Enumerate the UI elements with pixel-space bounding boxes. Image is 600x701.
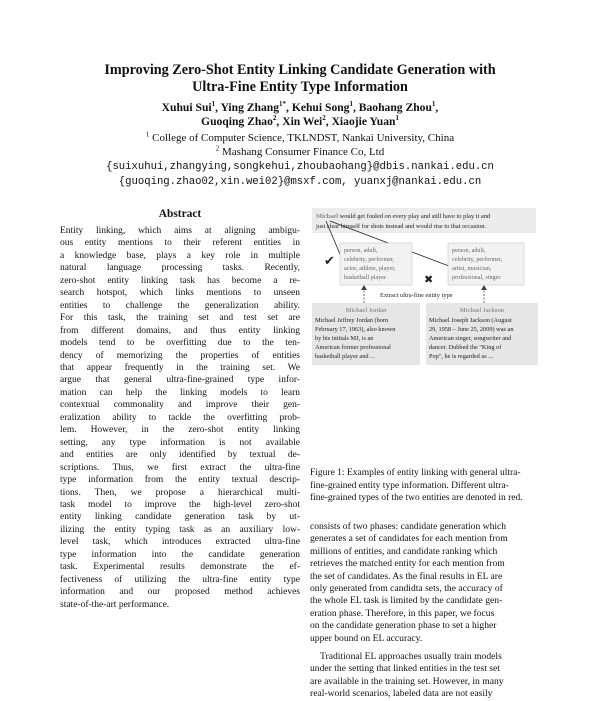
right-entity-title: Michael Jackson — [459, 307, 505, 314]
text-line: entities to challenge the generalization ability. — [60, 300, 300, 311]
text-line: type information from the entity textual descrip- — [60, 475, 300, 486]
text-line: task. Experimental results demonstrate the ef- — [60, 562, 300, 573]
text-line: state-of-the-art performance. — [60, 599, 170, 610]
author-name: Ying Zhang — [220, 101, 280, 114]
affiliation-1: $^1$ College of Computer Science, TKLNDST, Nankai University, China — [145, 130, 455, 144]
text-line: retrieves the matched entity for each mention from — [310, 558, 505, 570]
text-line: consists of two phases: candidate generation which — [310, 521, 507, 532]
text-line: dency of memorizing the properties of entities — [60, 350, 300, 361]
left-entity-title: Michael Jordan — [345, 307, 387, 314]
mention-highlight: Michael — [316, 213, 339, 220]
text-line: zero-shot entity linking task has become a re- — [60, 275, 300, 286]
text-line: generates a set of candidates for each mention from — [310, 533, 508, 545]
text-line: information and our proposed method achieves — [60, 587, 300, 598]
email-line-2: {guoqing.zhao02,xin.wei02}@msxf.com, yuanxj@nankai.edu.cn — [118, 176, 482, 188]
text-line: on the candidate generation phase to set a higher — [310, 620, 497, 632]
affiliation-2: $^2$ Mashang Consumer Finance Co, Ltd — [215, 144, 385, 158]
body-paragraph-2 — [310, 651, 545, 701]
right-entity-desc: Michael Joseph Jackson (August 29, 1958 – June 25, 2009) was an American singer, songwriter and dancer. Dubbed the "King of Pop", he is regarded as ... — [429, 317, 514, 360]
abstract-heading: Abstract — [158, 208, 202, 220]
text-line: argue that general ultra-fine-grained type infor- — [60, 375, 300, 386]
title-line-2: Ultra-Fine Entity Type Information — [192, 79, 408, 95]
right-types-text: person, adult, celebrity, performer, artist, musician, professional, singer — [452, 247, 503, 281]
extract-label: Extract ultra-fine entity type — [380, 292, 453, 299]
sentence-line-1: Michael would get fouled on every play and still have to play it and — [316, 213, 491, 220]
text-line: task model to improve the high-level zero-shot — [60, 499, 300, 510]
left-entity-desc: Michael Jeffrey Jordan (born February 17, 1963), also known by his initials MJ, is an American former professional basketball player and ... — [315, 317, 396, 360]
body-paragraph-1 — [310, 521, 545, 645]
text-line: Entity linking, which aims at aligning ambigu- — [60, 226, 300, 236]
text-line: and entities are only identified by textual de- — [60, 450, 300, 461]
cross-icon: ✖ — [424, 274, 434, 286]
text-line: setting, any type information is not available — [60, 437, 300, 448]
author-list: Xuhui Sui$^1$, Ying Zhang$^{1*}$, Kehui Song$^1$, Baohang Zhou$^1$, Guoqing Zhao$^2$, Xin Wei$^2$, Xiaojie Yuan$^1$ — [161, 100, 439, 128]
text-line: under the setting that linked entities in the test set — [310, 663, 500, 675]
text-line: models tend to be overfitting due to the ten- — [60, 338, 300, 349]
text-line: level task, which introduces extracted ultra-fine — [60, 537, 300, 548]
text-line: ous entity mentions to their referent entities in — [60, 238, 300, 249]
author-name: Kehui Song — [291, 101, 350, 114]
text-line: upper bound on EL accuracy. — [310, 632, 423, 644]
text-line: fectiveness of utilizing the ultra-fine entity type — [60, 574, 300, 585]
text-line: type information into the candidate generation — [60, 549, 300, 560]
text-line: the set of candidates. As the final results in EL are — [310, 570, 503, 582]
text-line: contextual commonality and improve their gen- — [60, 400, 300, 411]
text-line: eralization ability to tackle the overfitting prob- — [60, 412, 300, 423]
figure-1 — [308, 205, 540, 445]
author-name: Guoqing Zhao — [201, 115, 273, 128]
email-line-1: {suixuhui,zhangying,songkehui,zhoubaohang}@dbis.nankai.edu.cn — [106, 161, 494, 173]
text-line: millions of entities, and candidate ranking which — [310, 545, 498, 557]
check-icon: ✔ — [324, 253, 335, 268]
text-line: eration phase. Therefore, in this paper, we focus — [310, 607, 495, 619]
figure-caption: Figure 1: Examples of entity linking with general ultra- fine-grained entity type information. Different ultra- fine-grained types of the two entities are denoted in red. — [310, 468, 523, 503]
text-line: the whole EL task is limited by the candidate gen- — [310, 595, 503, 607]
author-name: Xiaojie Yuan — [331, 115, 396, 128]
text-line: ilizing the entity typing task as an auxiliary low- — [60, 524, 300, 535]
left-types-text: person, adult, celebrity, performer, actor, athlete, player, basketball player — [344, 247, 396, 281]
text-line: entity linking candidate generation task by ut- — [60, 512, 300, 523]
author-name: Baohang Zhou — [358, 101, 432, 114]
entity-linking-diagram — [308, 205, 540, 445]
text-line: Traditional EL approaches usually train models — [320, 651, 502, 662]
paper-title — [40, 62, 560, 96]
title-line-1: Improving Zero-Shot Entity Linking Candidate Generation with — [104, 62, 496, 78]
text-line: natural language processing tasks. Recently, — [60, 263, 300, 274]
text-line: For this task, the training set and test set are — [60, 313, 300, 324]
text-line: lem. However, in the zero-shot entity linking — [60, 425, 300, 436]
author-name: Xin Wei — [282, 115, 323, 128]
text-line: mation can help the linking models to learn — [60, 387, 300, 398]
text-line: only generated from candidta sets, the accuracy of — [310, 583, 503, 595]
text-line: scriptions. Thus, we first extract the ultra-fine — [60, 462, 300, 473]
abstract-body — [60, 225, 300, 611]
text-line: from different domains, and thus entity linking — [60, 325, 300, 336]
sentence-line-2: just clear himself for shots instead and would rise to that occasion. — [316, 223, 487, 230]
text-line: real-world scenarios, labeled data are not easily — [310, 688, 493, 700]
text-line: search hotspot, which links mentions to unseen — [60, 288, 300, 299]
text-line: tions. Then, we propose a hierarchical multi- — [60, 487, 300, 498]
text-line: a knowledge base, plays a key role in multiple — [60, 250, 300, 261]
text-line: that appear frequently in the training set. We — [60, 362, 300, 373]
text-line: are available in the training set. However, in many — [310, 675, 504, 687]
author-name: Xuhui Sui — [161, 101, 212, 114]
